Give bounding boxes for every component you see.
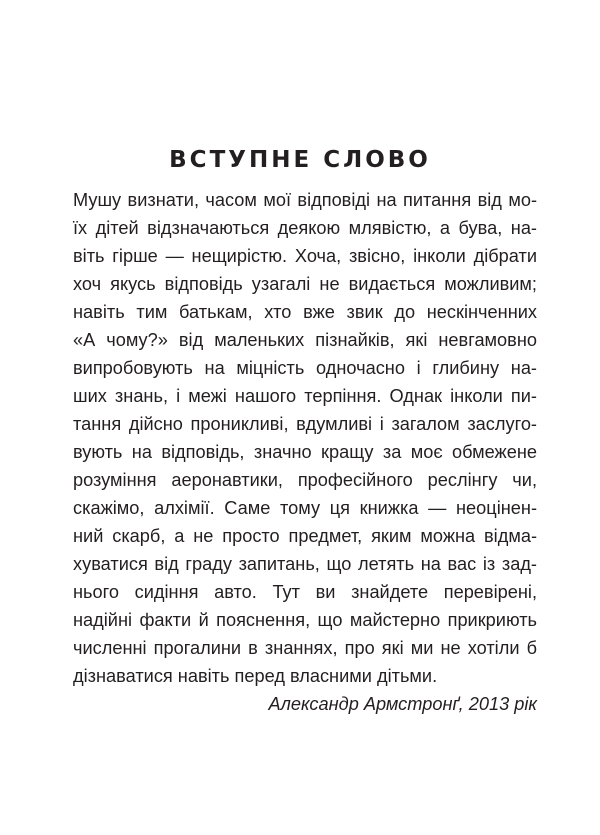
text-line: вують на відповідь, значно кращу за моє обмежене [73, 442, 537, 462]
signature: Александр Армстронґ, 2013 рік [268, 694, 537, 714]
text-line: навіть тим батькам, хто вже звик до нескінченних [73, 302, 537, 322]
text-line: випробовують на міцність одночасно і глибину на- [73, 358, 537, 378]
text-line: хуватися від граду запитань, що летять на вас із зад- [73, 554, 537, 574]
text-line: нього сидіння авто. Тут ви знайдете перевірені, [73, 582, 537, 602]
text-line: хоч якусь відповідь узагалі не видається можливим; [73, 274, 537, 294]
text-line: «А чому?» від маленьких пізнайків, які невгамовно [73, 330, 537, 350]
text-line: Мушу визнати, часом мої відповіді на питання від мо- [73, 190, 537, 210]
text-line: віть гірше — нещирістю. Хоча, звісно, інколи дібрати [73, 246, 537, 266]
page-title: ВСТУПНЕ СЛОВО [169, 147, 431, 173]
text-line: їх дітей відзначаються деякою млявістю, а бува, на- [73, 218, 537, 238]
text-line-last: дізнаватися навіть перед власними дітьми. [73, 666, 438, 686]
text-line: ших знань, і межі нашого терпіння. Однак інколи пи- [73, 386, 537, 406]
text-line: скажімо, алхімії. Саме тому ця книжка — неоцінен- [73, 498, 537, 518]
text-line: тання дійсно проникливі, вдумливі і загалом заслуго- [73, 414, 537, 434]
foreword-text [73, 186, 537, 718]
text-line: численні прогалини в знаннях, про які ми не хотіли б [73, 638, 537, 658]
text-line: ний скарб, а не просто предмет, яким можна відма- [73, 526, 537, 546]
text-line: розуміння аеронавтики, професійного реслінгу чи, [73, 470, 537, 490]
text-line: надійні факти й пояснення, що майстерно прикриють [73, 610, 537, 630]
